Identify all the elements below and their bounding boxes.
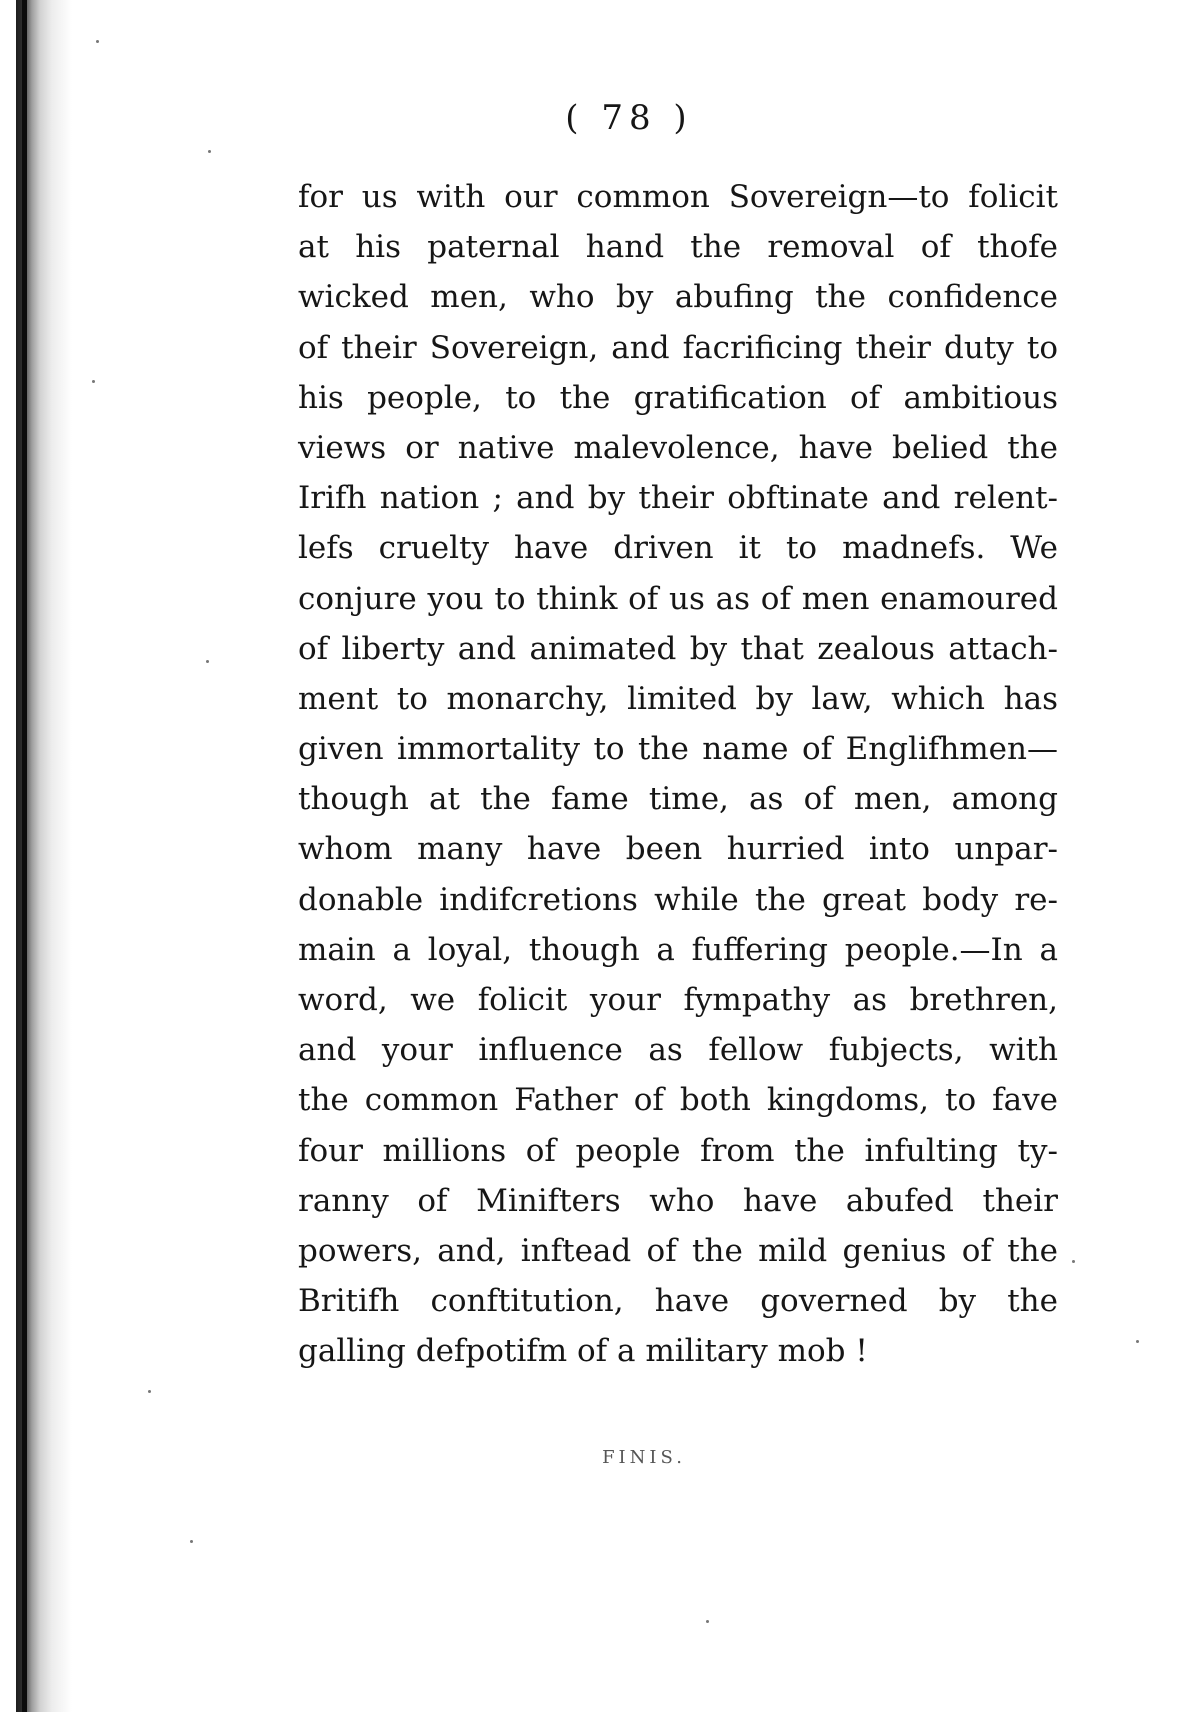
text-line: conjure you to think of us as of men enamoured — [298, 580, 1058, 617]
text-line: wicked men, who by abufing the confidence — [298, 279, 1058, 316]
text-line: at his paternal hand the removal of thofe — [298, 229, 1058, 266]
paper-speck — [208, 150, 211, 153]
text-line: Irifh nation ; and by their obftinate and relent- — [298, 480, 1058, 517]
text-line: given immortality to the name of Englifhmen— — [298, 731, 1058, 768]
text-line: and your influence as fellow fubjects, with — [298, 1032, 1058, 1069]
paper-speck — [1072, 1260, 1075, 1263]
paper-speck — [206, 660, 209, 663]
page-number: ( 78 ) — [565, 98, 693, 138]
text-line: four millions of people from the infulting ty- — [298, 1132, 1058, 1169]
text-line: of liberty and animated by that zealous attach- — [298, 630, 1058, 667]
finis-mark: FINIS. — [602, 1447, 686, 1468]
text-line: main a loyal, though a fuffering people.—In a — [298, 931, 1058, 968]
body-text — [298, 172, 1058, 1377]
text-line: ment to monarchy, limited by law, which has — [298, 680, 1058, 717]
text-line: galling defpotifm of a military mob ! — [298, 1333, 868, 1370]
paper-speck — [148, 1390, 151, 1393]
text-line: powers, and, inftead of the mild genius of the — [298, 1232, 1058, 1269]
text-line: lefs cruelty have driven it to madnefs. We — [298, 530, 1058, 567]
paper-speck — [92, 380, 95, 383]
text-line: views or native malevolence, have belied the — [298, 429, 1058, 466]
text-line: for us with our common Sovereign—to folicit — [298, 179, 1058, 215]
text-line: though at the fame time, as of men, among — [298, 781, 1058, 818]
text-line: ranny of Minifters who have abufed their — [298, 1182, 1058, 1219]
paper-speck — [1136, 1340, 1139, 1343]
text-line: word, we folicit your fympathy as brethren, — [298, 982, 1058, 1018]
paper-speck — [96, 40, 99, 43]
paper-speck — [706, 1620, 709, 1623]
text-line: the common Father of both kingdoms, to fave — [298, 1082, 1058, 1119]
text-line: donable indifcretions while the great body re- — [298, 881, 1058, 918]
text-line: of their Sovereign, and facrificing their duty to — [298, 329, 1058, 366]
paper-speck — [190, 1540, 193, 1543]
text-line: whom many have been hurried into unpar- — [298, 831, 1058, 868]
text-line: his people, to the gratification of ambitious — [298, 379, 1058, 416]
text-line: Britifh conftitution, have governed by the — [298, 1283, 1058, 1320]
